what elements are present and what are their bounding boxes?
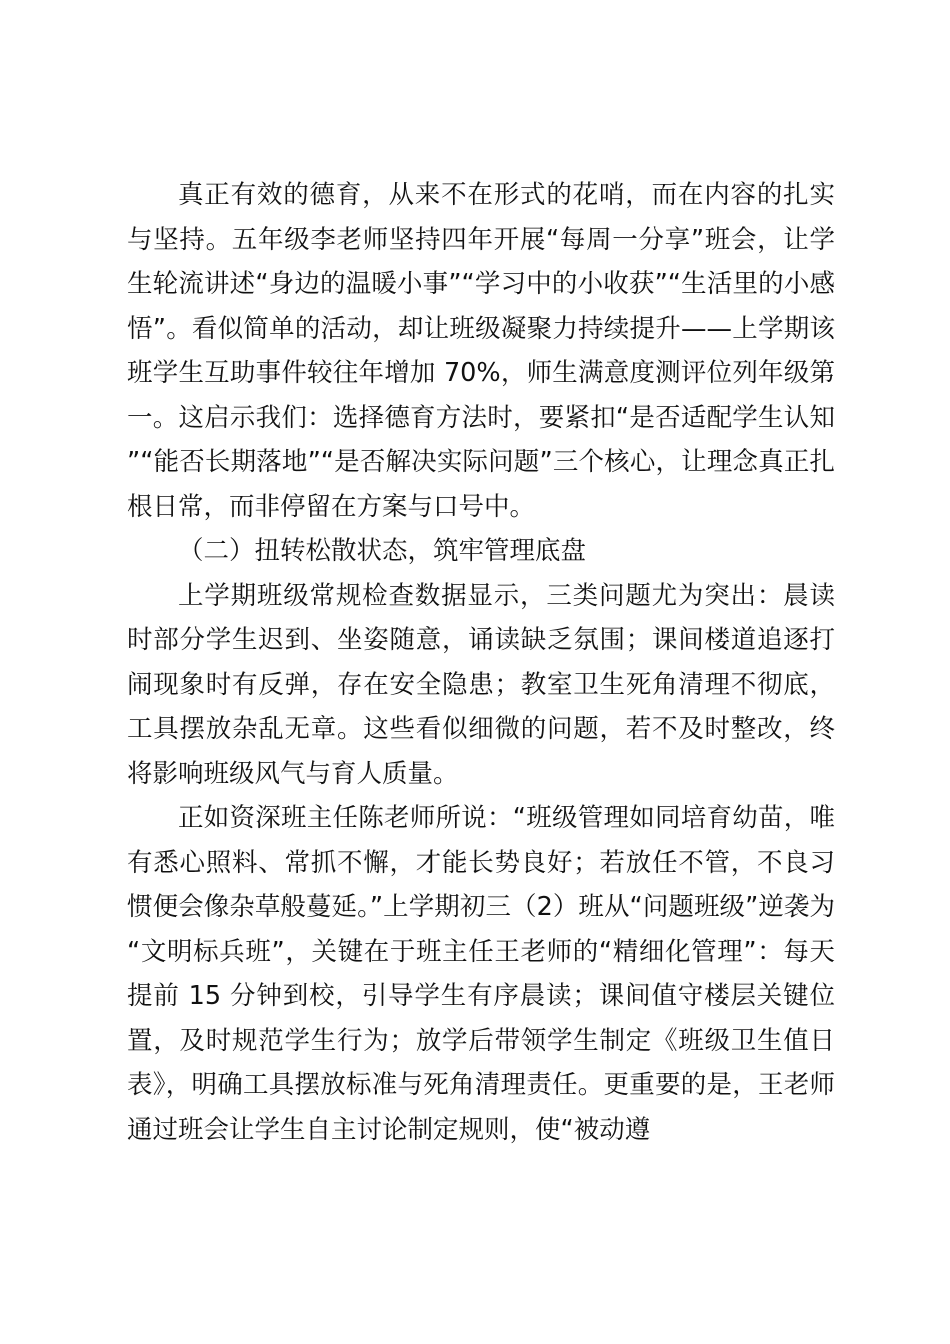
paragraph-teacher-example: 正如资深班主任陈老师所说：“班级管理如同培育幼苗，唯有悉心照料、常抓不懈，才能长势良好；若放任不管，不良习惯便会像杂草般蔓延。”上学期初三（2）班从“问题班级”逆袭为“文明标兵班”，关键在于班主任王老师的“精细化管理”：每天提前 15 分钟到校，引导学生有序晨读；课间值守楼层关键位置，及时规范学生行为；放学后带领学生制定《班级卫生值日表》，明确工具摆放标准与死角清理责任。更重要的是，王老师通过班会让学生自主讨论制定规则，使“被动遵 <box>127 803 835 1145</box>
paragraph-moral-education: 真正有效的德育，从来不在形式的花哨，而在内容的扎实与坚持。五年级李老师坚持四年开展“每周一分享”班会，让学生轮流讲述“身边的温暖小事”“学习中的小收获”“生活里的小感悟”。看似简单的活动，却让班级凝聚力持续提升——上学期该班学生互助事件较往年增加 70%，师生满意度测评位列年级第一。这启示我们：选择德育方法时，要紧扣“是否适配学生认知”“能否长期落地”“是否解决实际问题”三个核心，让理念真正扎根日常，而非停留在方案与口号中。 <box>127 180 835 522</box>
document-body <box>127 173 835 1152</box>
section-heading-management: （二）扭转松散状态，筑牢管理底盘 <box>178 536 587 566</box>
paragraph-routine-inspection: 上学期班级常规检查数据显示，三类问题尤为突出：晨读时部分学生迟到、坐姿随意，诵读缺乏氛围；课间楼道追逐打闹现象时有反弹，存在安全隐患；教室卫生死角清理不彻底，工具摆放杂乱无章。这些看似细微的问题，若不及时整改，终将影响班级风气与育人质量。 <box>127 580 835 789</box>
